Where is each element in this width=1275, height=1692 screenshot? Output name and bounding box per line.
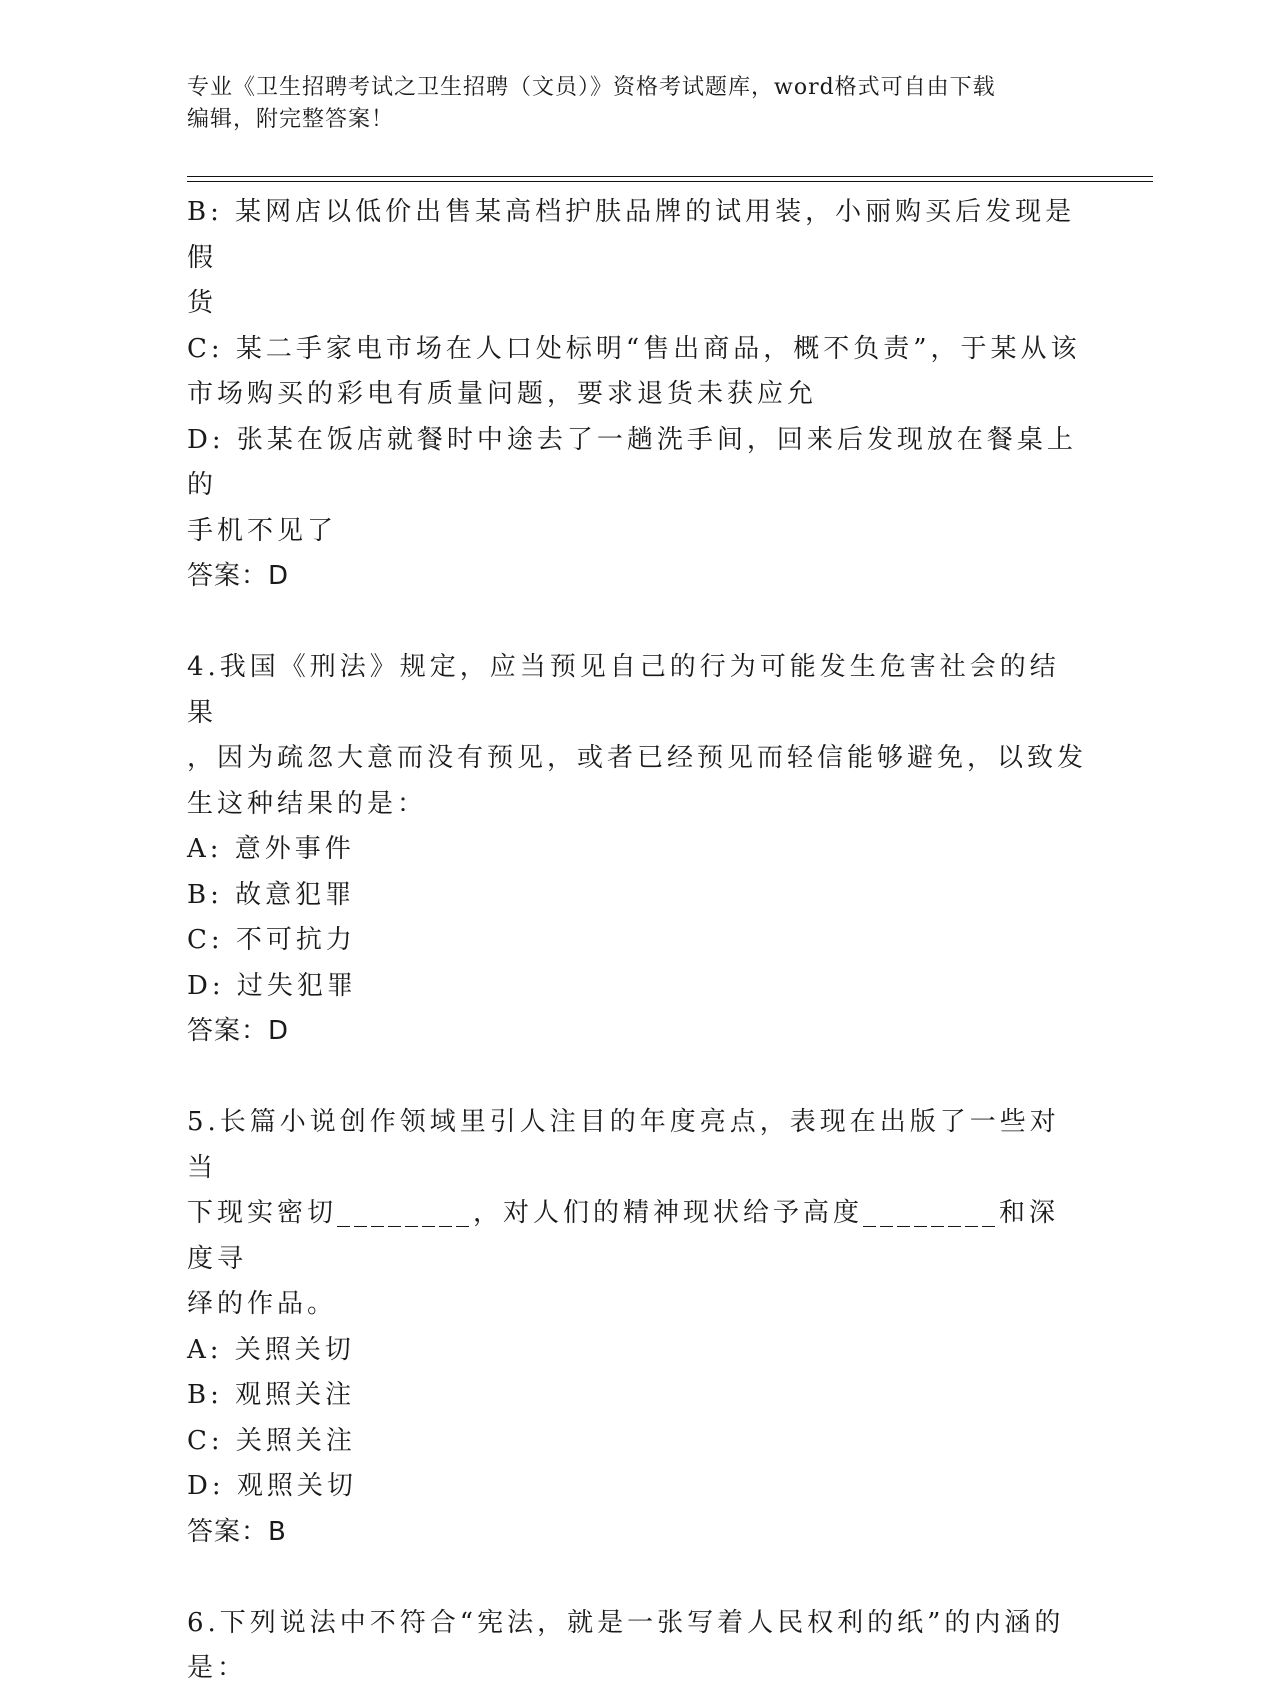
option-b: B: 故意犯罪 — [187, 879, 356, 910]
option-b: B: 某网店以低价出售某高档护肤品牌的试用装，小丽购买后发现是假 — [187, 197, 1076, 273]
answer: 答案：B — [187, 1516, 287, 1547]
option-b-continued: 货 — [187, 288, 218, 318]
question-stem-continued: 绎的作品。 — [187, 1289, 338, 1319]
option-d-continued: 手机不见了 — [187, 515, 338, 546]
header-line-2: 编辑，附完整答案！ — [187, 107, 395, 132]
option-d: D: 观照关切 — [187, 1471, 357, 1501]
header-rule-bottom — [187, 181, 1153, 182]
question-stem-continued: 生这种结果的是： — [187, 788, 428, 819]
option-a: A: 关照关切 — [187, 1334, 355, 1365]
document-body — [187, 190, 1087, 1692]
spacer — [187, 1055, 1087, 1101]
option-d: D: 过失犯罪 — [187, 970, 357, 1001]
header-line-1: 专业《卫生招聘考试之卫生招聘（文员）》资格考试题库，word格式可自由下载 — [187, 75, 996, 100]
header-rule-top — [187, 176, 1153, 177]
document-header — [187, 72, 1087, 136]
option-c: C: 不可抗力 — [187, 925, 356, 955]
question-stem: 5.长篇小说创作领域里引人注目的年度亮点，表现在出版了一些对当 — [187, 1107, 1060, 1183]
option-d: D: 张某在饭店就餐时中途去了一趟洗手间，回来后发现放在餐桌上的 — [187, 424, 1077, 500]
question-4 — [187, 645, 1087, 1055]
question-6 — [187, 1601, 1087, 1692]
question-stem: 4.我国《刑法》规定，应当预见自己的行为可能发生危害社会的结果 — [187, 652, 1060, 728]
question-stem-continued: ，因为疏忽大意而没有预见，或者已经预见而轻信能够避免，以致发 — [187, 743, 1088, 773]
option-c: C: 关照关注 — [187, 1425, 356, 1456]
option-c: C: 某二手家电市场在人口处标明“售出商品，概不负责”，于某从该 — [187, 333, 1081, 364]
spacer — [187, 1555, 1087, 1601]
question-stem-continued: 下现实密切________，对人们的精神现状给予高度________和深度寻 — [187, 1198, 1060, 1274]
option-b: B: 观照关注 — [187, 1380, 356, 1410]
option-c-continued: 市场购买的彩电有质量问题，要求退货未获应允 — [187, 379, 818, 409]
answer: 答案：D — [187, 561, 290, 591]
question-stem: 6.下列说法中不符合“宪法，就是一张写着人民权利的纸”的内涵的 — [187, 1607, 1065, 1638]
answer: 答案：D — [187, 1016, 290, 1046]
option-a: A: 意外事件 — [187, 834, 355, 864]
spacer — [187, 600, 1087, 646]
question-5 — [187, 1100, 1087, 1555]
question-stem-continued: 是： — [187, 1653, 248, 1683]
question-3-tail — [187, 190, 1087, 600]
